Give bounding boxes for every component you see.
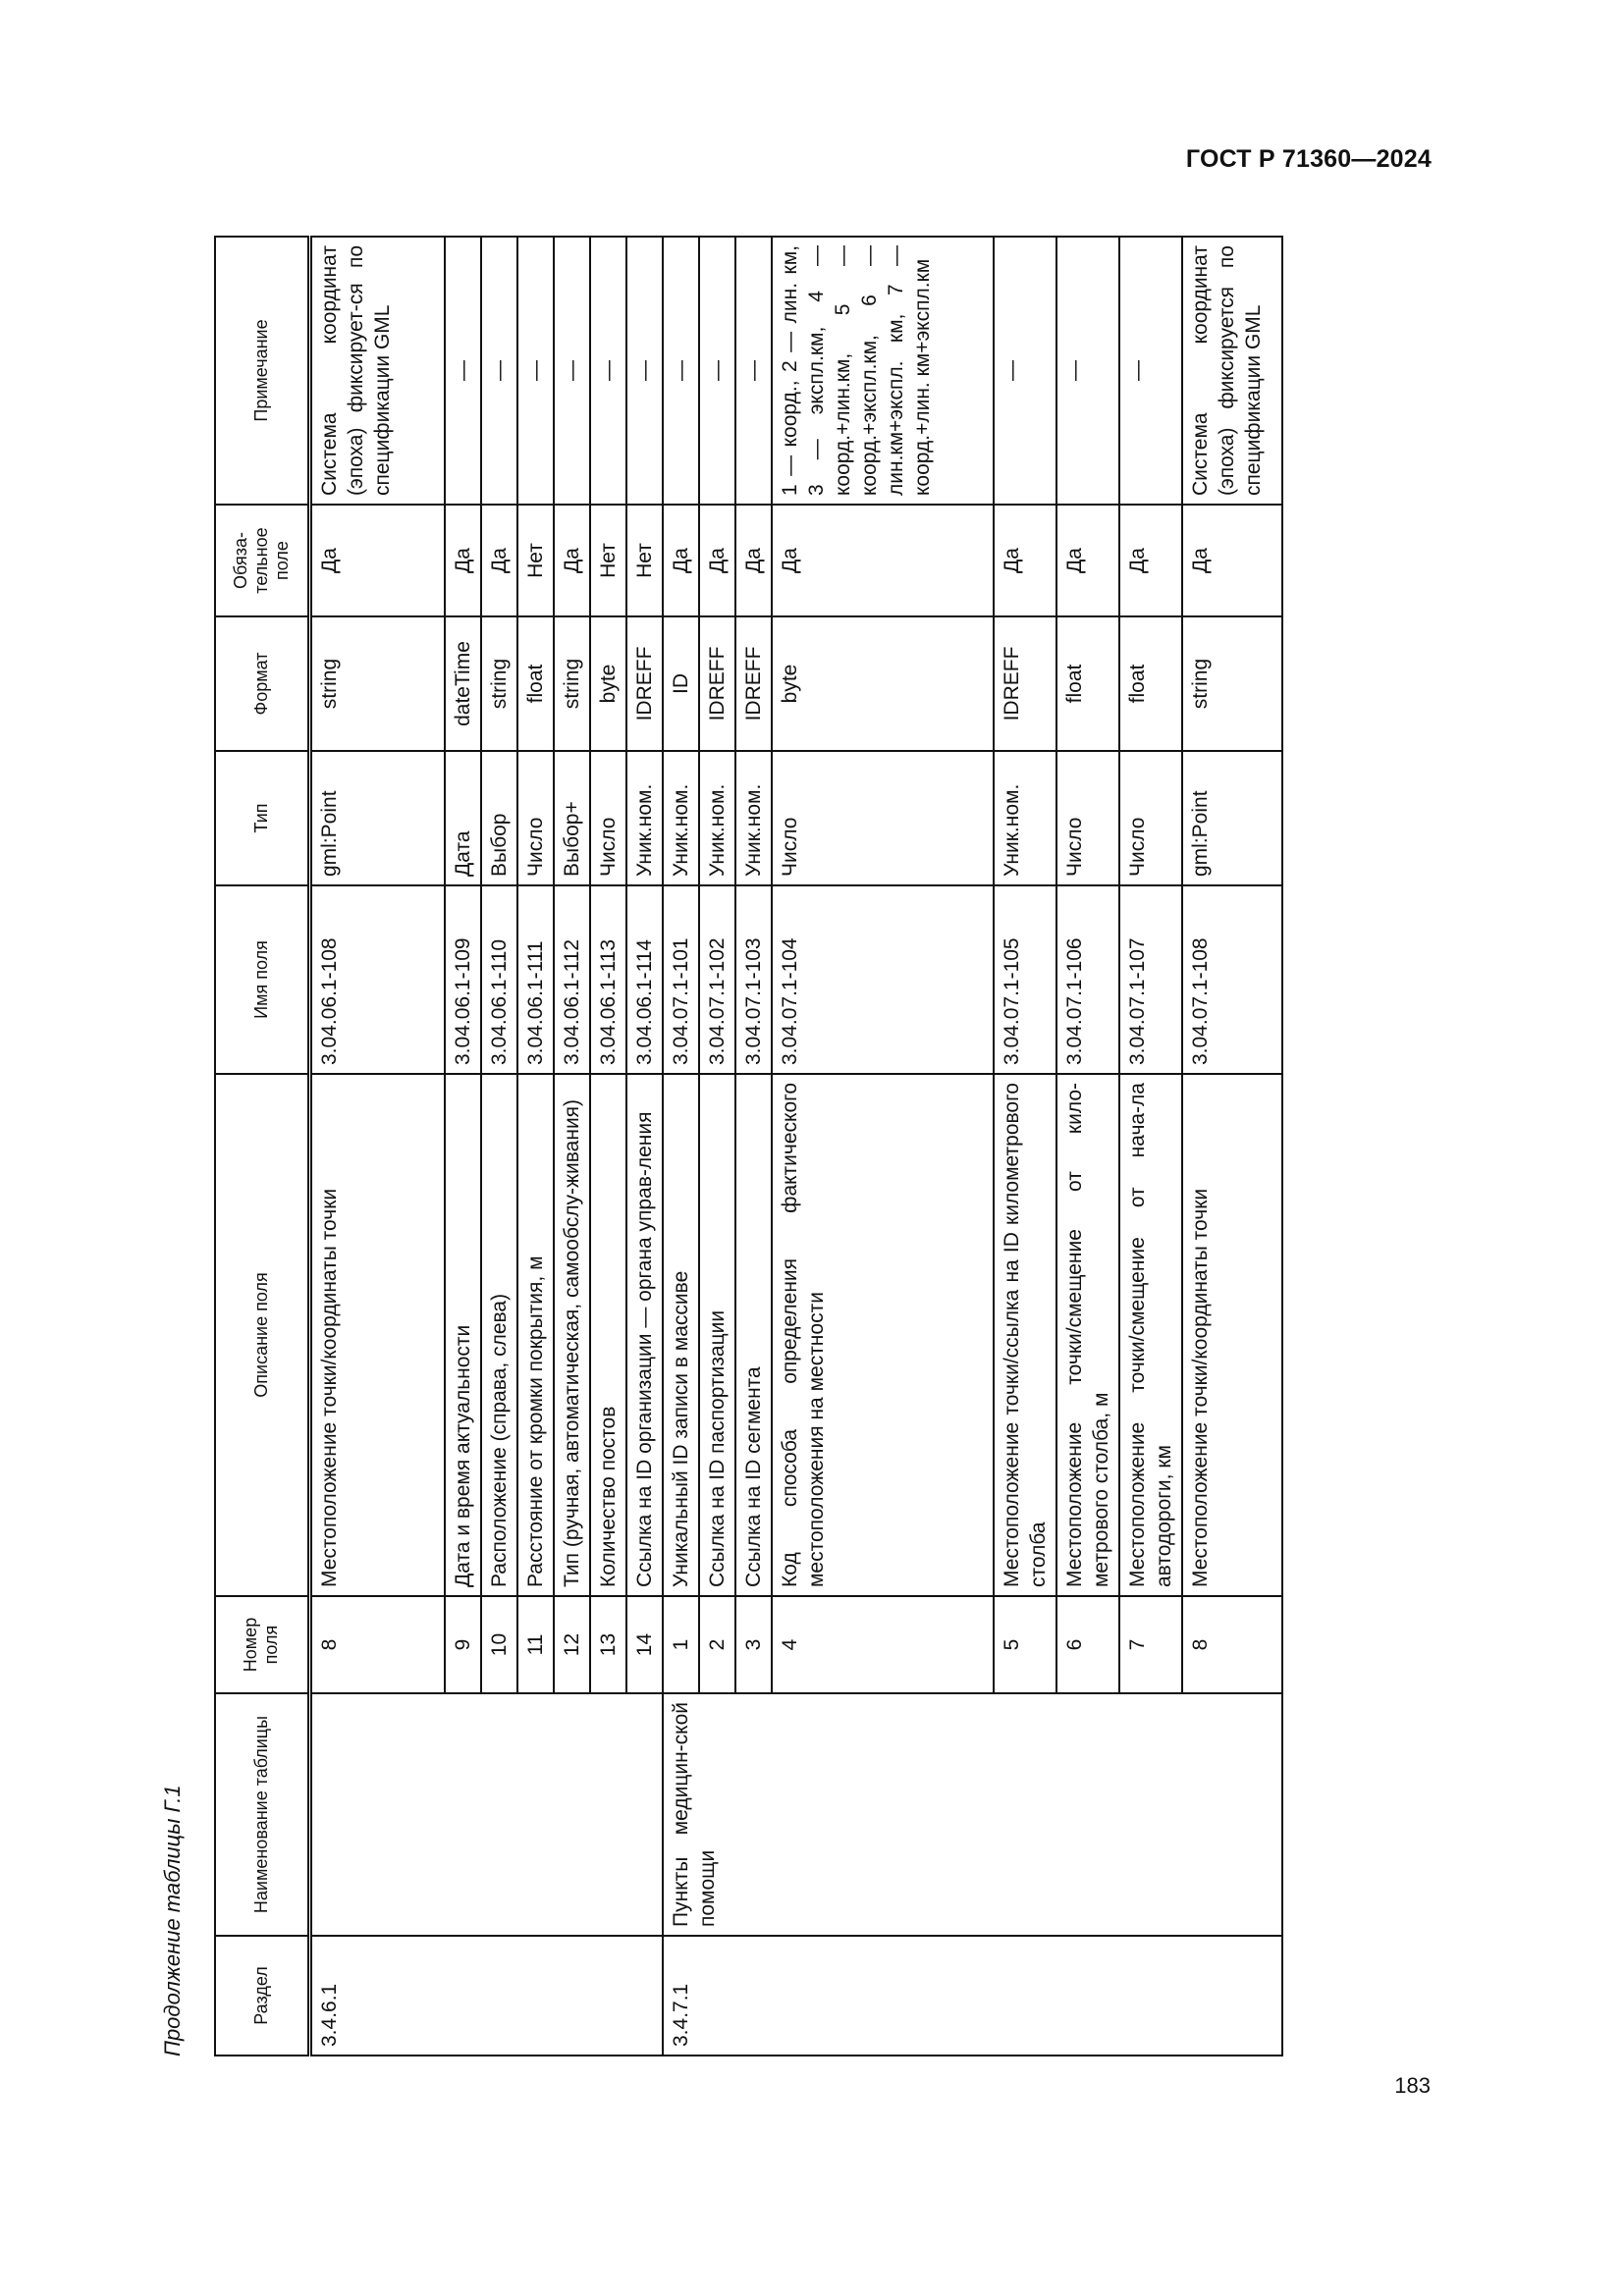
field-name-cell: 3.04.07.1-107 [1119,885,1182,1074]
field-name-cell: 3.04.07.1-104 [772,885,994,1074]
field-name-cell: 3.04.07.1-108 [1182,885,1282,1074]
field-format-cell: IDREFF [735,616,772,751]
field-name-cell: 3.04.07.1-101 [663,885,699,1074]
page-number: 183 [1394,2073,1431,2098]
column-header: Описание поля [215,1074,309,1596]
column-header: Наименование таблицы [215,1693,309,1936]
note-cell: — [590,237,626,505]
required-cell: Да [309,505,445,616]
field-type-cell: Дата [445,751,481,885]
column-header: Обяза-тельное поле [215,505,309,616]
section-cell: 3.4.7.1 [663,1936,1282,2056]
field-description-cell: Код способа определения фактического местоположения на местности [772,1074,994,1596]
field-description-cell: Местоположение точки/координаты точки [309,1074,445,1596]
field-name-cell: 3.04.06.1-111 [517,885,554,1074]
field-type-cell: Уник.ном. [699,751,735,885]
field-number-cell: 10 [481,1596,517,1693]
note-cell: — [481,237,517,505]
note-cell: — [626,237,663,505]
field-number-cell: 6 [1056,1596,1119,1693]
note-cell: — [663,237,699,505]
section-cell: 3.4.6.1 [309,1936,663,2056]
field-number-cell: 3 [735,1596,772,1693]
required-cell: Нет [626,505,663,616]
field-description-cell: Местоположение точки/смещение от нача-ла автодороги, км [1119,1074,1182,1596]
field-number-cell: 14 [626,1596,663,1693]
column-header: Тип [215,751,309,885]
column-header: Имя поля [215,885,309,1074]
field-name-cell: 3.04.06.1-112 [554,885,590,1074]
column-header: Формат [215,616,309,751]
note-cell: — [445,237,481,505]
field-name-cell: 3.04.07.1-102 [699,885,735,1074]
field-number-cell: 2 [699,1596,735,1693]
fields-table [214,236,1283,2056]
field-type-cell: Число [772,751,994,885]
note-cell: — [517,237,554,505]
field-type-cell: gml:Point [309,751,445,885]
field-name-cell: 3.04.07.1-105 [994,885,1056,1074]
table-name-cell [309,1693,663,1936]
note-cell: Система координат (эпоха) фиксирует-ся по спецификации GML [309,237,445,505]
field-name-cell: 3.04.06.1-109 [445,885,481,1074]
field-name-cell: 3.04.07.1-103 [735,885,772,1074]
field-format-cell: float [1056,616,1119,751]
required-cell: Да [481,505,517,616]
note-cell: — [1119,237,1182,505]
field-description-cell: Расположение (справа, слева) [481,1074,517,1596]
field-type-cell: Уник.ном. [663,751,699,885]
field-number-cell: 13 [590,1596,626,1693]
field-format-cell: string [554,616,590,751]
field-number-cell: 7 [1119,1596,1182,1693]
field-description-cell: Ссылка на ID организации — органа управ-ления [626,1074,663,1596]
field-description-cell: Местоположение точки/смещение от кило-метрового столба, м [1056,1074,1119,1596]
note-cell: Система координат (эпоха) фиксируется по спецификации GML [1182,237,1282,505]
field-type-cell: Число [1119,751,1182,885]
note-cell: 1 — коорд., 2 — лин. км, 3 — экспл.км, 4 — коорд.+лин.км, 5 — коорд.+экспл.км, 6 — лин.км+экспл. км, 7 — коорд.+лин. км+экспл.км [772,237,994,505]
required-cell: Да [699,505,735,616]
field-number-cell: 5 [994,1596,1056,1693]
field-description-cell: Количество постов [590,1074,626,1596]
field-number-cell: 1 [663,1596,699,1693]
column-header: Раздел [215,1936,309,2056]
field-description-cell: Тип (ручная, автоматическая, самообслу-живания) [554,1074,590,1596]
column-header: Номер поля [215,1596,309,1693]
field-format-cell: IDREFF [994,616,1056,751]
field-format-cell: dateTime [445,616,481,751]
field-description-cell: Местоположение точки/координаты точки [1182,1074,1282,1596]
field-type-cell: Уник.ном. [735,751,772,885]
note-cell: — [699,237,735,505]
field-format-cell: IDREFF [699,616,735,751]
note-cell: — [1056,237,1119,505]
field-format-cell: byte [590,616,626,751]
field-number-cell: 9 [445,1596,481,1693]
field-type-cell: Уник.ном. [994,751,1056,885]
required-cell: Да [994,505,1056,616]
required-cell: Да [663,505,699,616]
field-format-cell: float [1119,616,1182,751]
field-name-cell: 3.04.06.1-114 [626,885,663,1074]
field-format-cell: IDREFF [626,616,663,751]
note-cell: — [994,237,1056,505]
field-number-cell: 8 [309,1596,445,1693]
field-type-cell: Число [517,751,554,885]
table-name-cell: Пункты медицин-ской помощи [663,1693,1282,1936]
field-type-cell: Уник.ном. [626,751,663,885]
field-description-cell: Расстояние от кромки покрытия, м [517,1074,554,1596]
table-row [663,237,699,2056]
document-id: ГОСТ Р 71360—2024 [1185,145,1432,173]
field-type-cell: Выбор+ [554,751,590,885]
field-description-cell: Ссылка на ID сегмента [735,1074,772,1596]
field-name-cell: 3.04.07.1-106 [1056,885,1119,1074]
required-cell: Да [772,505,994,616]
field-type-cell: Число [1056,751,1119,885]
field-description-cell: Местоположение точки/ссылка на ID километрового столба [994,1074,1056,1596]
required-cell: Да [445,505,481,616]
note-cell: — [735,237,772,505]
field-type-cell: Выбор [481,751,517,885]
note-cell: — [554,237,590,505]
required-cell: Нет [590,505,626,616]
field-number-cell: 12 [554,1596,590,1693]
field-description-cell: Ссылка на ID паспортизации [699,1074,735,1596]
required-cell: Да [735,505,772,616]
rotated-table-page [155,238,1415,2056]
field-type-cell: gml:Point [1182,751,1282,885]
field-format-cell: ID [663,616,699,751]
field-number-cell: 8 [1182,1596,1282,1693]
table-caption: Продолжение таблицы Г.1 [160,1785,185,2056]
field-description-cell: Дата и время актуальности [445,1074,481,1596]
column-header: Примечание [215,237,309,505]
table-row [309,237,445,2056]
field-format-cell: float [517,616,554,751]
field-type-cell: Число [590,751,626,885]
field-format-cell: string [309,616,445,751]
required-cell: Да [1182,505,1282,616]
field-name-cell: 3.04.06.1-108 [309,885,445,1074]
field-format-cell: string [1182,616,1282,751]
required-cell: Да [554,505,590,616]
field-description-cell: Уникальный ID записи в массиве [663,1074,699,1596]
field-name-cell: 3.04.06.1-113 [590,885,626,1074]
field-format-cell: string [481,616,517,751]
required-cell: Нет [517,505,554,616]
field-format-cell: byte [772,616,994,751]
field-number-cell: 11 [517,1596,554,1693]
required-cell: Да [1119,505,1182,616]
table-header-row [215,237,309,2056]
required-cell: Да [1056,505,1119,616]
field-number-cell: 4 [772,1596,994,1693]
field-name-cell: 3.04.06.1-110 [481,885,517,1074]
